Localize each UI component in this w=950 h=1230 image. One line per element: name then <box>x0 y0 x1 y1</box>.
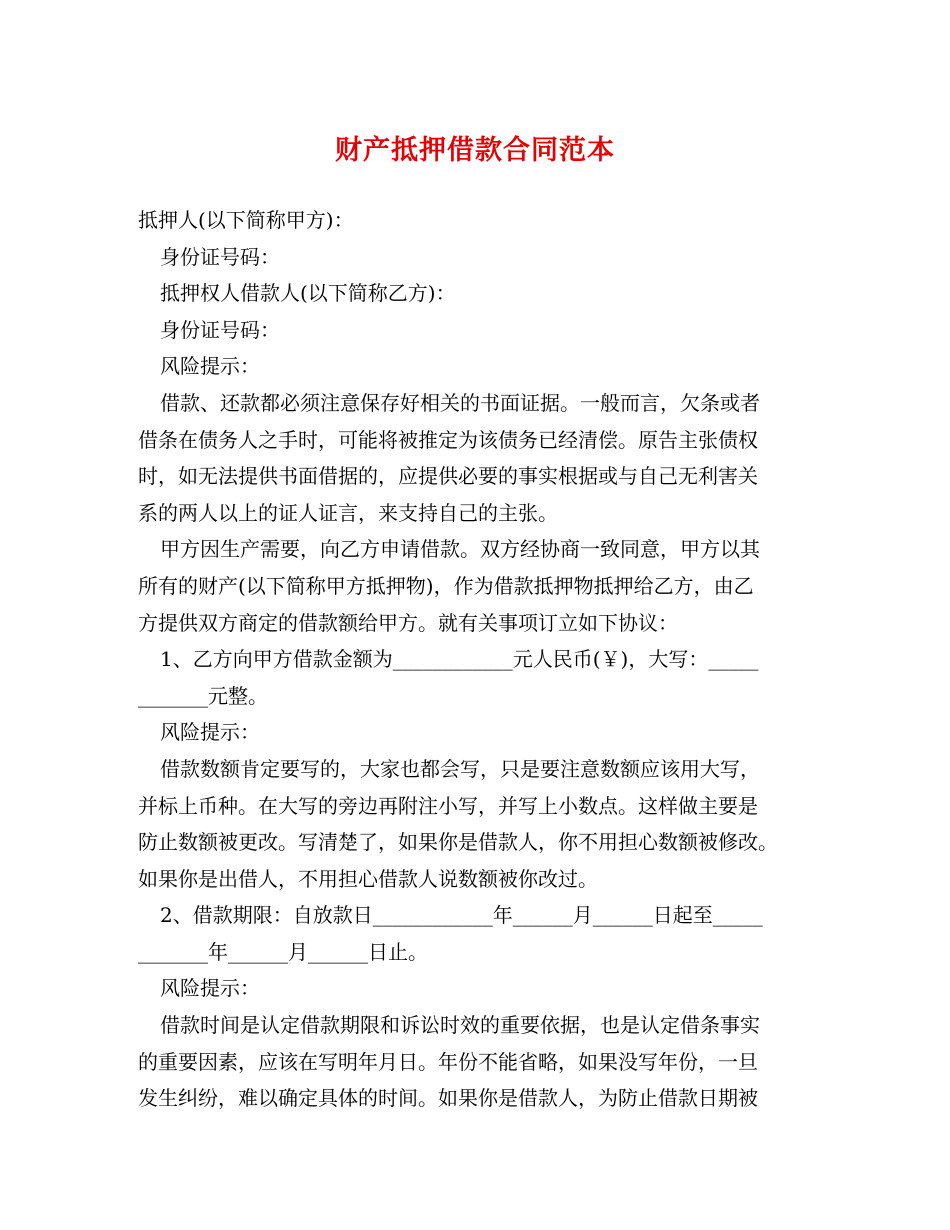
id-number-line: 身份证号码： <box>160 317 280 342</box>
paragraph-line: 借条在债务人之手时，可能将被推定为该债务已经清偿。原告主张债权 <box>138 427 758 452</box>
mortgagor-line: 抵押人(以下简称甲方)： <box>138 208 354 232</box>
paragraph-line: 所有的财产(以下简称甲方抵押物)，作为借款抵押物抵押给乙方，由乙 <box>138 573 754 598</box>
paragraph-line: 甲方因生产需要，向乙方申请借款。双方经协商一致同意，甲方以其 <box>160 537 760 562</box>
risk-notice-heading: 风险提示： <box>160 976 260 1001</box>
paragraph-line: 发生纠纷，难以确定具体的时间。如果你是借款人，为防止借款日期被 <box>138 1086 758 1111</box>
paragraph-line: 借款、还款都必须注意保存好相关的书面证据。一般而言，欠条或者 <box>160 390 760 415</box>
paragraph-line: 方提供双方商定的借款额给甲方。就有关事项订立如下协议： <box>138 610 678 635</box>
paragraph-line: 时，如无法提供书面借据的，应提供必要的事实根据或与自己无利害关 <box>138 464 758 489</box>
mortgagee-line: 抵押权人借款人(以下简称乙方)： <box>160 281 456 306</box>
paragraph-line: 系的两人以上的证人证言，来支持自己的主张。 <box>138 500 558 525</box>
risk-notice-heading: 风险提示： <box>160 354 260 379</box>
paragraph-line: 如果你是出借人，不用担心借款人说数额被你改过。 <box>138 866 598 891</box>
document-title: 财产抵押借款合同范本 <box>335 135 615 166</box>
clause-1-line: 1、乙方向甲方借款金额为____________元人民币(￥)，大写：_____ <box>160 647 759 672</box>
paragraph-line: 借款时间是认定借款期限和诉讼时效的重要依据，也是认定借条事实 <box>160 1013 760 1038</box>
paragraph-line: 防止数额被更改。写清楚了，如果你是借款人，你不用担心数额被修改。 <box>138 830 778 855</box>
paragraph-line: 并标上币种。在大写的旁边再附注小写，并写上小数点。这样做主要是 <box>138 793 758 818</box>
document-body <box>138 202 814 1117</box>
clause-1-line: _______元整。 <box>138 683 268 708</box>
risk-notice-heading: 风险提示： <box>160 720 260 745</box>
clause-2-line: 2、借款期限：自放款日____________年______月______日起至_____ <box>160 903 763 928</box>
paragraph-line: 借款数额肯定要写的，大家也都会写，只是要注意数额应该用大写， <box>160 756 760 781</box>
clause-2-line: _______年______月______日止。 <box>138 939 428 964</box>
id-number-line: 身份证号码： <box>160 244 280 269</box>
paragraph-line: 的重要因素，应该在写明年月日。年份不能省略，如果没写年份，一旦 <box>138 1049 758 1074</box>
